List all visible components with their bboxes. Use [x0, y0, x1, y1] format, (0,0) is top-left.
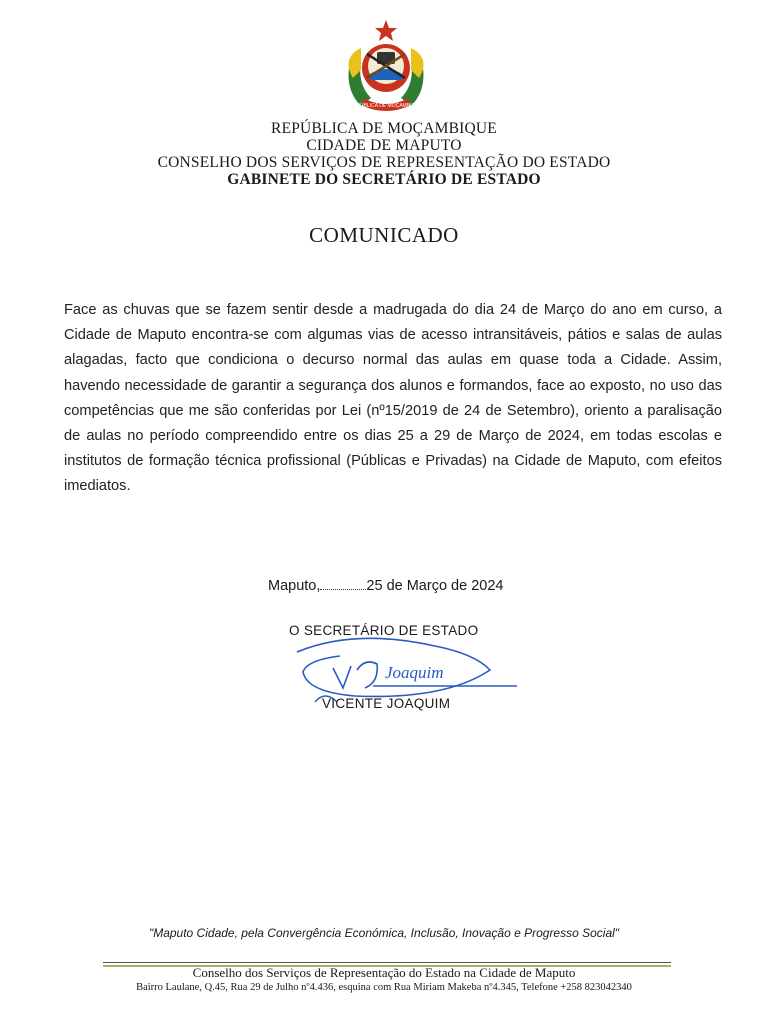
- footer-divider: [103, 962, 671, 963]
- document-title: COMUNICADO: [309, 223, 459, 247]
- footer-address: Bairro Laulane, Q.45, Rua 29 de Julho nº4.436, esquina com Rua Miriam Makeba nº4.345, Telefone +258 823042340: [136, 982, 632, 993]
- footer-institution: Conselho dos Serviços de Representação do Estado na Cidade de Maputo: [192, 965, 576, 980]
- coat-of-arms-emblem: [331, 18, 441, 118]
- place-label: Maputo,: [268, 578, 321, 594]
- header-council: CONSELHO DOS SERVIÇOS DE REPRESENTAÇÃO DO ESTADO: [157, 154, 611, 171]
- signature-scrawl: Joaquim: [385, 663, 444, 682]
- header-cabinet: GABINETE DO SECRETÁRIO DE ESTADO: [227, 171, 541, 188]
- dotted-separator: [320, 577, 366, 590]
- motto: "Maputo Cidade, pela Convergência Económica, Inclusão, Inovação e Progresso Social": [148, 926, 620, 940]
- emblem-banner-text: REPÚBLICA DE MOÇAMBIQUE: [349, 103, 423, 109]
- header-republic: REPÚBLICA DE MOÇAMBIQUE: [271, 120, 497, 137]
- date-text: 25 de Março de 2024: [366, 578, 504, 594]
- letterhead: [0, 120, 768, 188]
- communique-body: Face as chuvas que se fazem sentir desde a madrugada do dia 24 de Março do ano em curso, a Cidade de Maputo encontra-se com algumas vias de acesso intransitáveis, pátios e salas de aulas alagadas, facto que condiciona o decurso normal das aulas em quase toda a Cidade. Assim, havendo necessidade de garantir a segurança dos alunos e formandos, face ao exposto, no uso das competências que me são conferidas por Lei (nº15/2019 de 24 de Setembro), oriento a paralisação de aulas no período compreendido entre os dias 25 a 29 de Março de 2024, em todas escolas e institutos de formação técnica profissional (Públicas e Privadas) na Cidade de Maputo, com efeitos imediatos.: [64, 302, 722, 495]
- signatory-name: VICENTE JOAQUIM: [322, 696, 451, 711]
- signatory-role: O SECRETÁRIO DE ESTADO: [289, 623, 479, 638]
- place-date-line: [268, 577, 503, 594]
- header-city: CIDADE DE MAPUTO: [306, 137, 462, 154]
